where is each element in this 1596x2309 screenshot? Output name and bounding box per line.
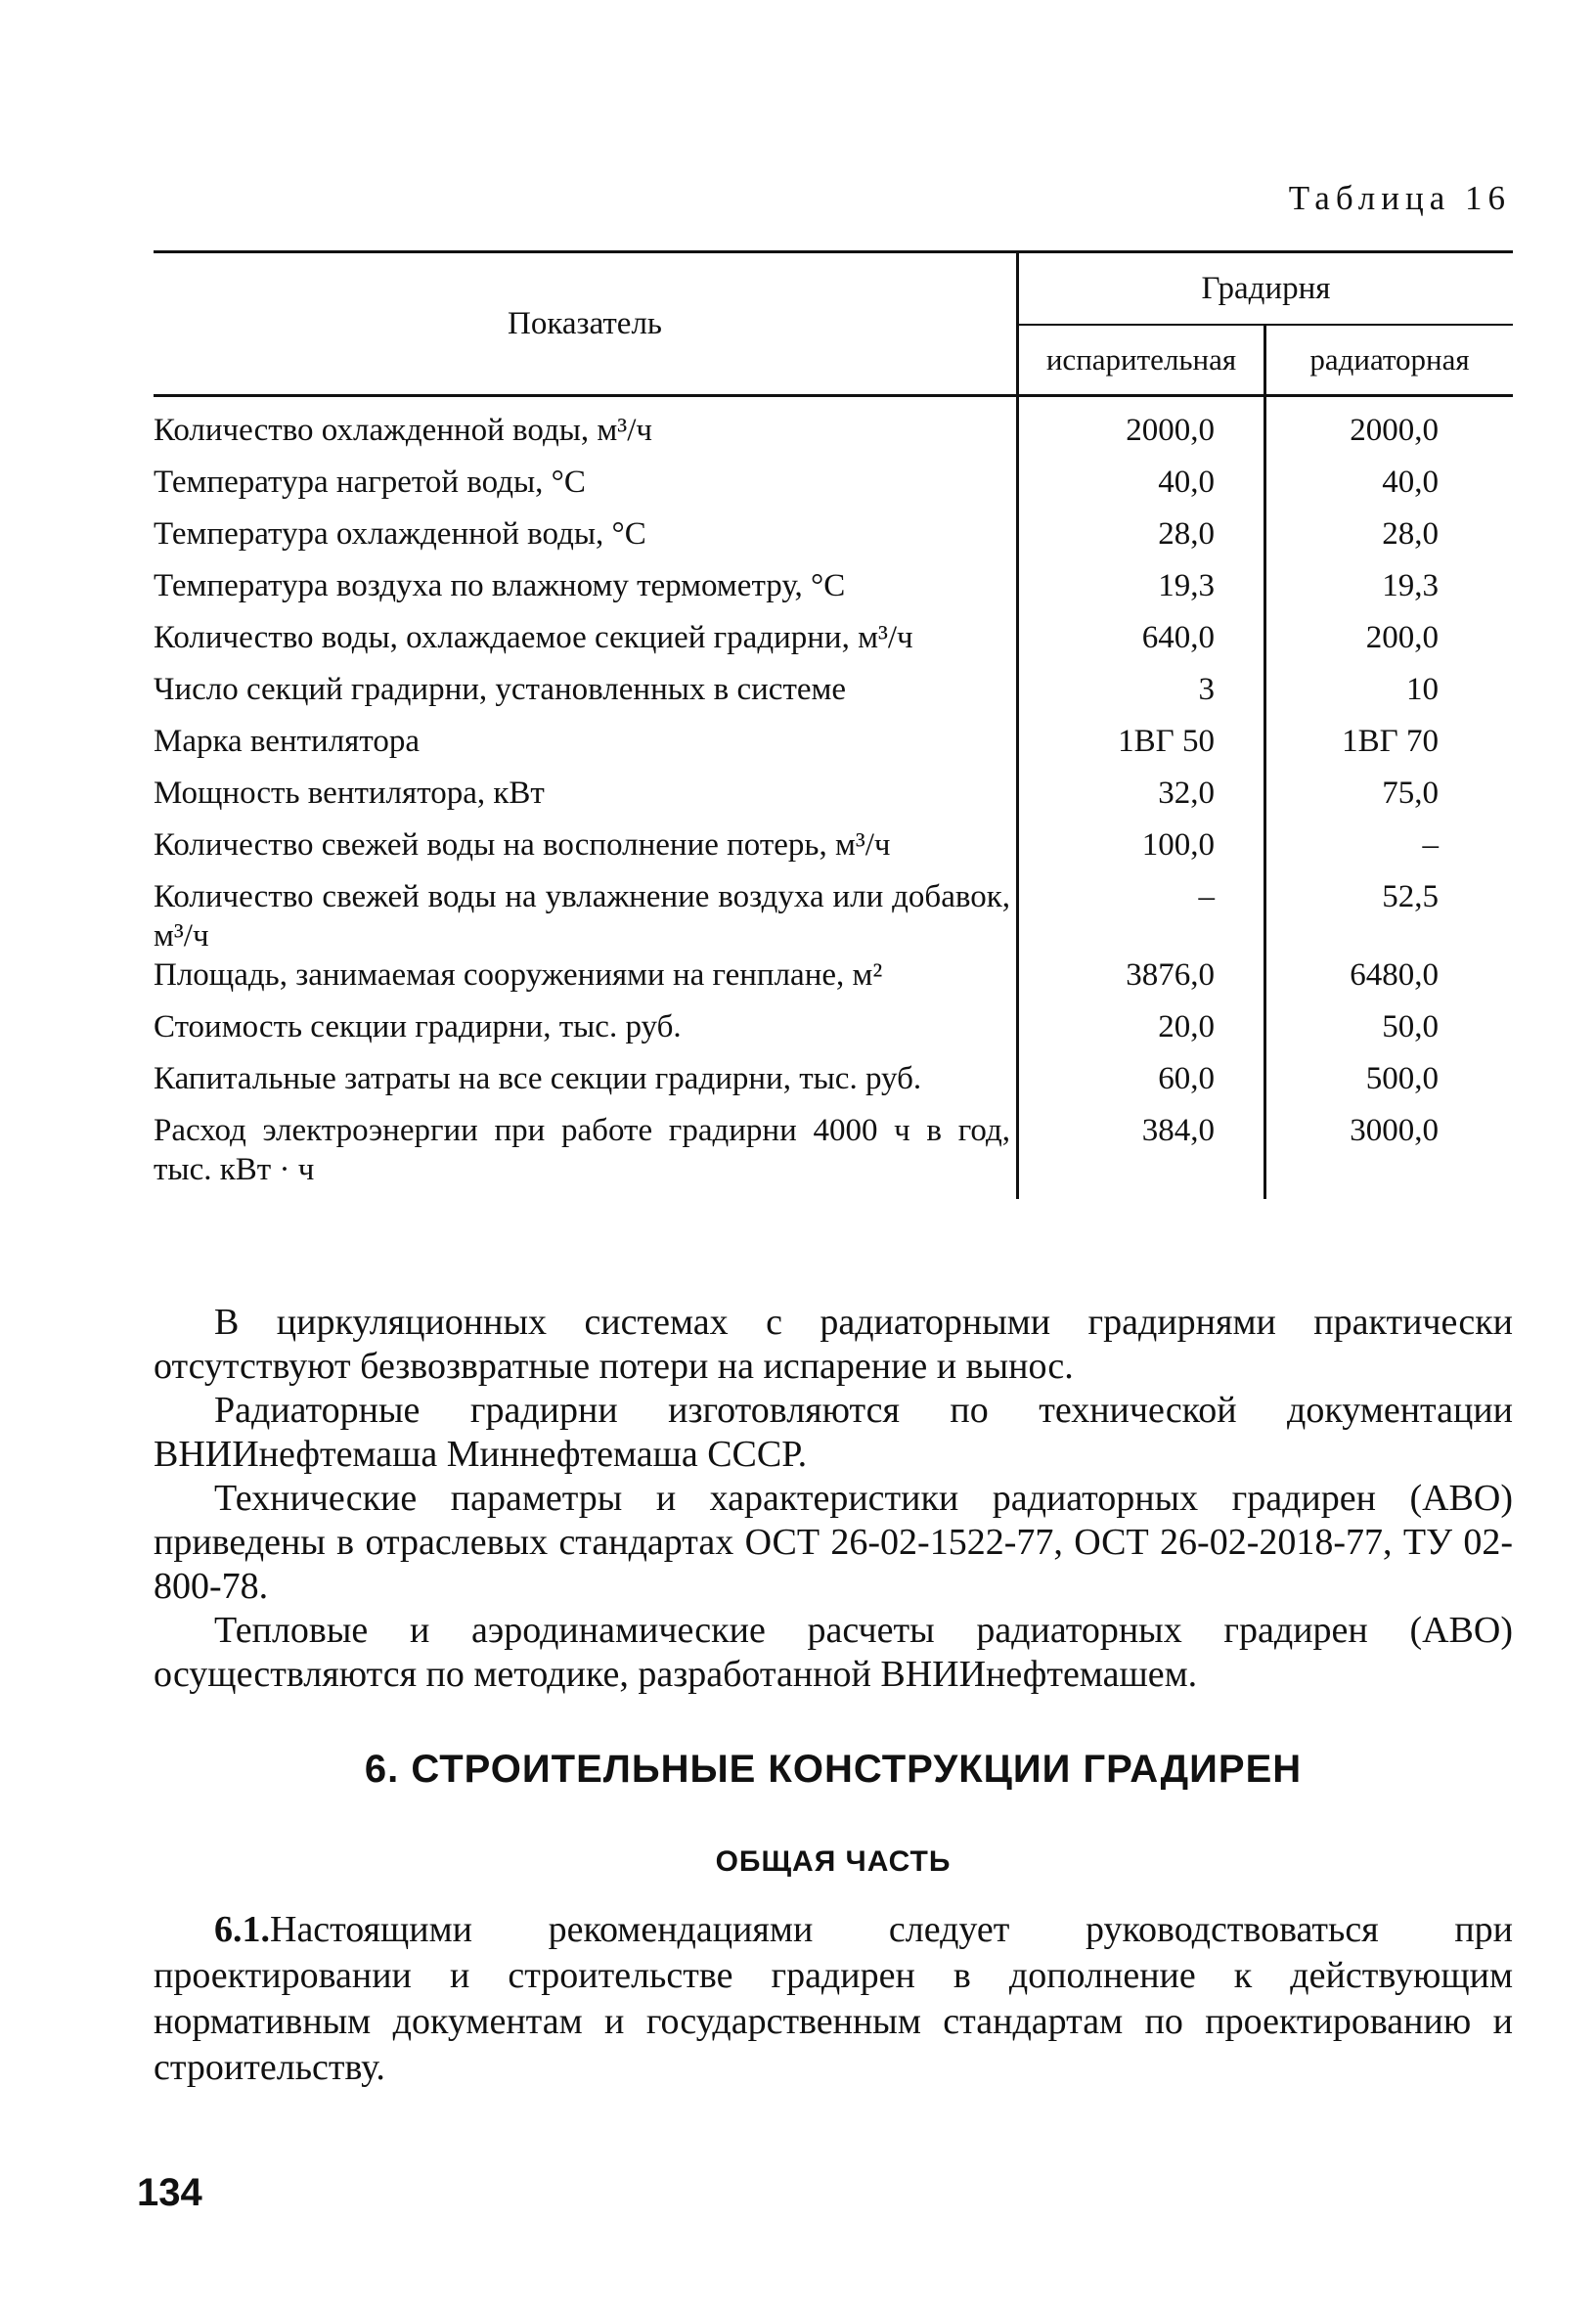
table-row bbox=[154, 774, 1513, 825]
cell-radiator: 75,0 bbox=[1265, 774, 1514, 825]
row-label: Количество свежей воды на увлажнение воздуха или добавок, м³/ч bbox=[154, 879, 1010, 954]
table-row bbox=[154, 670, 1513, 722]
header-radiator: радиаторная bbox=[1265, 325, 1514, 396]
cell-radiator: 3000,0 bbox=[1265, 1111, 1514, 1199]
table-row bbox=[154, 1059, 1513, 1111]
row-label: Температура охлажденной воды, °С bbox=[154, 516, 646, 552]
table-row bbox=[154, 1007, 1513, 1059]
cell-evaporative: – bbox=[1018, 877, 1265, 955]
row-label: Капитальные затраты на все секции градирни, тыс. руб. bbox=[154, 1061, 922, 1096]
row-label: Площадь, занимаемая сооружениями на генплане, м² bbox=[154, 957, 883, 993]
header-evaporative: испарительная bbox=[1018, 325, 1265, 396]
cell-evaporative: 60,0 bbox=[1018, 1059, 1265, 1111]
cell-radiator: 40,0 bbox=[1265, 463, 1514, 514]
cell-radiator: 28,0 bbox=[1265, 514, 1514, 566]
paragraph-4-text: Тепловые и аэродинамические расчеты радиаторных градирен (АВО) осуществляются по методике, разработанной ВНИИнефтемашем. bbox=[154, 1610, 1513, 1695]
row-label: Марка вентилятора bbox=[154, 724, 420, 759]
cell-evaporative: 28,0 bbox=[1018, 514, 1265, 566]
cell-radiator: – bbox=[1265, 825, 1514, 877]
cell-evaporative: 40,0 bbox=[1018, 463, 1265, 514]
cell-radiator: 19,3 bbox=[1265, 566, 1514, 618]
table-row bbox=[154, 566, 1513, 618]
row-label: Температура воздуха по влажному термометру, °С bbox=[154, 568, 846, 603]
row-label: Количество свежей воды на восполнение потерь, м³/ч bbox=[154, 827, 891, 863]
cell-radiator: 50,0 bbox=[1265, 1007, 1514, 1059]
cell-radiator: 10 bbox=[1265, 670, 1514, 722]
row-label: Расход электроэнергии при работе градирни 4000 ч в год, тыс. кВт · ч bbox=[154, 1113, 1010, 1187]
table-row bbox=[154, 877, 1513, 955]
table-row bbox=[154, 1111, 1513, 1199]
paragraph-2-text: Радиаторные градирни изготовляются по технической документации ВНИИнефтемаша Миннефтемаша СССР. bbox=[154, 1390, 1513, 1475]
cell-evaporative: 1ВГ 50 bbox=[1018, 722, 1265, 774]
table-row bbox=[154, 722, 1513, 774]
cell-radiator: 500,0 bbox=[1265, 1059, 1514, 1111]
paragraph-3-text: Технические параметры и характеристики радиаторных градирен (АВО) приведены в отраслевых стандартах ОСТ 26-02-1522-77, ОСТ 26-02-2018-77, ТУ 02-800-78. bbox=[154, 1478, 1513, 1607]
row-label: Температура нагретой воды, °С bbox=[154, 465, 586, 500]
table-caption: Таблица 16 bbox=[1288, 179, 1511, 217]
clause-number: 6.1. bbox=[214, 1909, 270, 1950]
row-label: Количество воды, охлаждаемое секцией градирни, м³/ч bbox=[154, 620, 913, 655]
cell-radiator: 2000,0 bbox=[1265, 396, 1514, 464]
cell-evaporative: 100,0 bbox=[1018, 825, 1265, 877]
table-row bbox=[154, 514, 1513, 566]
clause-6-1 bbox=[154, 1907, 1513, 2091]
cell-evaporative: 384,0 bbox=[1018, 1111, 1265, 1199]
paragraph-2 bbox=[154, 1389, 1513, 1479]
section-subheading: ОБЩАЯ ЧАСТЬ bbox=[715, 1845, 952, 1878]
cell-evaporative: 19,3 bbox=[1018, 566, 1265, 618]
cell-radiator: 6480,0 bbox=[1265, 955, 1514, 1007]
table-body bbox=[154, 396, 1513, 1200]
row-label: Число секций градирни, установленных в системе bbox=[154, 672, 847, 707]
header-cooling-tower: Градирня bbox=[1018, 252, 1514, 326]
cooling-tower-table bbox=[154, 250, 1513, 1199]
cell-evaporative: 2000,0 bbox=[1018, 396, 1265, 464]
paragraph-4 bbox=[154, 1609, 1513, 1699]
cell-radiator: 200,0 bbox=[1265, 618, 1514, 670]
table-row bbox=[154, 463, 1513, 514]
paragraph-1 bbox=[154, 1301, 1513, 1391]
cell-evaporative: 640,0 bbox=[1018, 618, 1265, 670]
row-label: Стоимость секции градирни, тыс. руб. bbox=[154, 1009, 682, 1044]
paragraph-3 bbox=[154, 1477, 1513, 1611]
cell-radiator: 52,5 bbox=[1265, 877, 1514, 955]
table-row bbox=[154, 825, 1513, 877]
cell-evaporative: 32,0 bbox=[1018, 774, 1265, 825]
paragraph-1-text: В циркуляционных системах с радиаторными градирнями практически отсутствуют безвозвратные потери на испарение и вынос. bbox=[154, 1302, 1513, 1387]
row-label: Количество охлажденной воды, м³/ч bbox=[154, 413, 652, 448]
page-number: 134 bbox=[137, 2171, 202, 2214]
cell-radiator: 1ВГ 70 bbox=[1265, 722, 1514, 774]
table-row bbox=[154, 396, 1513, 464]
row-label: Мощность вентилятора, кВт bbox=[154, 776, 545, 811]
cell-evaporative: 20,0 bbox=[1018, 1007, 1265, 1059]
clause-text: Настоящими рекомендациями следует руководствоваться при проектировании и строительстве градирен в дополнение к действующим нормативным документам и государственным стандартам по проектированию и строительству. bbox=[154, 1909, 1513, 2088]
section-heading: 6. СТРОИТЕЛЬНЫЕ КОНСТРУКЦИИ ГРАДИРЕН bbox=[364, 1748, 1303, 1791]
header-indicator: Показатель bbox=[154, 252, 1018, 396]
table-row bbox=[154, 955, 1513, 1007]
cell-evaporative: 3 bbox=[1018, 670, 1265, 722]
cell-evaporative: 3876,0 bbox=[1018, 955, 1265, 1007]
table-row bbox=[154, 618, 1513, 670]
